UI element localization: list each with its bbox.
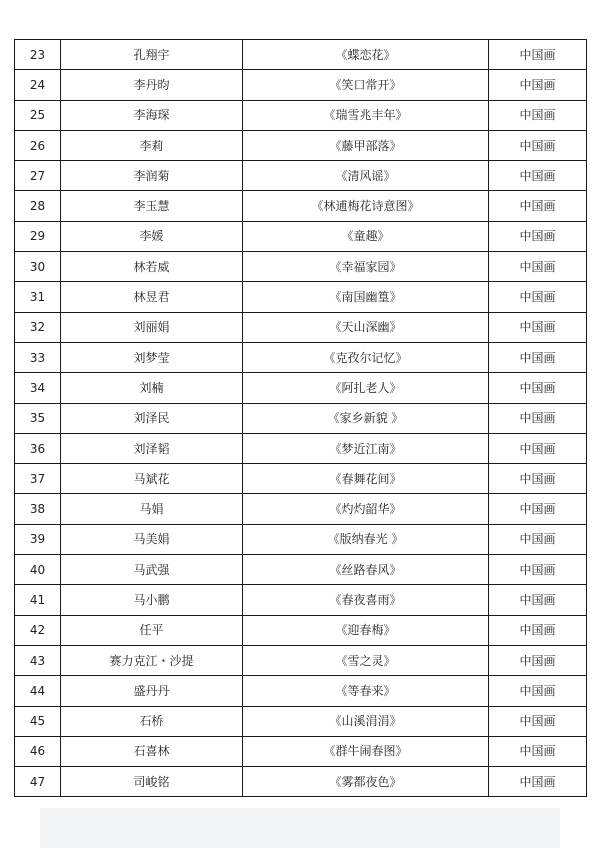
row-number-cell: 31: [15, 282, 61, 312]
artwork-title-cell: 《家乡新貌 》: [243, 403, 489, 433]
category-cell: 中国画: [489, 615, 587, 645]
table-row: [15, 191, 587, 221]
category-cell: 中国画: [489, 373, 587, 403]
artist-name-cell: 任平: [61, 615, 243, 645]
artwork-title-cell: 《克孜尔记忆》: [243, 342, 489, 372]
category-cell: 中国画: [489, 555, 587, 585]
row-number-cell: 32: [15, 312, 61, 342]
artwork-title-cell: 《等春来》: [243, 676, 489, 706]
category-cell: 中国画: [489, 524, 587, 554]
row-number-cell: 38: [15, 494, 61, 524]
artwork-title-cell: 《雾都夜色》: [243, 767, 489, 797]
row-number-cell: 29: [15, 221, 61, 251]
row-number-cell: 37: [15, 464, 61, 494]
table-row: [15, 615, 587, 645]
artist-name-cell: 李媛: [61, 221, 243, 251]
artist-name-cell: 盛丹丹: [61, 676, 243, 706]
artist-name-cell: 李润菊: [61, 161, 243, 191]
artwork-title-cell: 《丝路春风》: [243, 555, 489, 585]
artwork-title-cell: 《雪之灵》: [243, 645, 489, 675]
artist-name-cell: 马娟: [61, 494, 243, 524]
row-number-cell: 40: [15, 555, 61, 585]
row-number-cell: 26: [15, 130, 61, 160]
table-row: [15, 676, 587, 706]
category-cell: 中国画: [489, 494, 587, 524]
artwork-title-cell: 《蝶恋花》: [243, 40, 489, 70]
category-cell: 中国画: [489, 252, 587, 282]
row-number-cell: 28: [15, 191, 61, 221]
row-number-cell: 24: [15, 70, 61, 100]
artist-name-cell: 刘楠: [61, 373, 243, 403]
category-cell: 中国画: [489, 312, 587, 342]
artwork-title-cell: 《藤甲部落》: [243, 130, 489, 160]
table-row: [15, 767, 587, 797]
category-cell: 中国画: [489, 282, 587, 312]
table-row: [15, 555, 587, 585]
category-cell: 中国画: [489, 221, 587, 251]
table-row: [15, 161, 587, 191]
table-row: [15, 706, 587, 736]
roster-table: [14, 39, 587, 797]
table-row: [15, 40, 587, 70]
artwork-title-cell: 《版纳春光 》: [243, 524, 489, 554]
artist-name-cell: 马美娟: [61, 524, 243, 554]
category-cell: 中国画: [489, 645, 587, 675]
row-number-cell: 44: [15, 676, 61, 706]
category-cell: 中国画: [489, 736, 587, 766]
category-cell: 中国画: [489, 191, 587, 221]
artist-name-cell: 刘梦莹: [61, 342, 243, 372]
artwork-title-cell: 《灼灼韶华》: [243, 494, 489, 524]
artwork-title-cell: 《林逋梅花诗意图》: [243, 191, 489, 221]
category-cell: 中国画: [489, 100, 587, 130]
row-number-cell: 34: [15, 373, 61, 403]
table-row: [15, 645, 587, 675]
row-number-cell: 27: [15, 161, 61, 191]
table-row: [15, 130, 587, 160]
category-cell: 中国画: [489, 342, 587, 372]
table-row: [15, 585, 587, 615]
artist-name-cell: 司峻铭: [61, 767, 243, 797]
artwork-title-cell: 《天山深幽》: [243, 312, 489, 342]
artwork-title-cell: 《幸福家园》: [243, 252, 489, 282]
table-row: [15, 221, 587, 251]
table-row: [15, 524, 587, 554]
row-number-cell: 41: [15, 585, 61, 615]
row-number-cell: 43: [15, 645, 61, 675]
artwork-title-cell: 《群牛闹春图》: [243, 736, 489, 766]
category-cell: 中国画: [489, 706, 587, 736]
table-row: [15, 494, 587, 524]
table-row: [15, 282, 587, 312]
category-cell: 中国画: [489, 403, 587, 433]
category-cell: 中国画: [489, 130, 587, 160]
table-row: [15, 736, 587, 766]
row-number-cell: 33: [15, 342, 61, 372]
artist-name-cell: 刘泽韬: [61, 433, 243, 463]
row-number-cell: 39: [15, 524, 61, 554]
row-number-cell: 45: [15, 706, 61, 736]
category-cell: 中国画: [489, 161, 587, 191]
artist-name-cell: 李玉慧: [61, 191, 243, 221]
category-cell: 中国画: [489, 676, 587, 706]
artist-name-cell: 孔翔宇: [61, 40, 243, 70]
artist-name-cell: 石喜林: [61, 736, 243, 766]
artist-name-cell: 刘丽娟: [61, 312, 243, 342]
category-cell: 中国画: [489, 464, 587, 494]
artwork-title-cell: 《梦近江南》: [243, 433, 489, 463]
category-cell: 中国画: [489, 585, 587, 615]
row-number-cell: 42: [15, 615, 61, 645]
roster-table-body: [15, 40, 587, 797]
artist-name-cell: 赛力克江・沙提: [61, 645, 243, 675]
artwork-title-cell: 《山溪涓涓》: [243, 706, 489, 736]
row-number-cell: 46: [15, 736, 61, 766]
row-number-cell: 36: [15, 433, 61, 463]
row-number-cell: 23: [15, 40, 61, 70]
artwork-title-cell: 《瑞雪兆丰年》: [243, 100, 489, 130]
artwork-title-cell: 《迎春梅》: [243, 615, 489, 645]
artwork-title-cell: 《春夜喜雨》: [243, 585, 489, 615]
artist-name-cell: 石桥: [61, 706, 243, 736]
artwork-title-cell: 《阿扎老人》: [243, 373, 489, 403]
table-row: [15, 373, 587, 403]
artwork-title-cell: 《清风谣》: [243, 161, 489, 191]
artwork-title-cell: 《笑口常开》: [243, 70, 489, 100]
artist-name-cell: 林若威: [61, 252, 243, 282]
table-row: [15, 312, 587, 342]
artist-name-cell: 李丹昀: [61, 70, 243, 100]
artist-name-cell: 刘泽民: [61, 403, 243, 433]
artist-name-cell: 林昱君: [61, 282, 243, 312]
artist-name-cell: 马小鹏: [61, 585, 243, 615]
category-cell: 中国画: [489, 767, 587, 797]
table-row: [15, 342, 587, 372]
artist-name-cell: 李莉: [61, 130, 243, 160]
table-row: [15, 464, 587, 494]
artwork-title-cell: 《南国幽篁》: [243, 282, 489, 312]
row-number-cell: 25: [15, 100, 61, 130]
row-number-cell: 35: [15, 403, 61, 433]
row-number-cell: 30: [15, 252, 61, 282]
table-row: [15, 252, 587, 282]
artist-name-cell: 马武强: [61, 555, 243, 585]
artist-name-cell: 马斌花: [61, 464, 243, 494]
table-row: [15, 100, 587, 130]
category-cell: 中国画: [489, 40, 587, 70]
artwork-title-cell: 《春舞花间》: [243, 464, 489, 494]
table-row: [15, 70, 587, 100]
category-cell: 中国画: [489, 70, 587, 100]
category-cell: 中国画: [489, 433, 587, 463]
artwork-title-cell: 《童趣》: [243, 221, 489, 251]
artist-name-cell: 李海琛: [61, 100, 243, 130]
table-row: [15, 403, 587, 433]
row-number-cell: 47: [15, 767, 61, 797]
table-row: [15, 433, 587, 463]
bottom-shade: [40, 808, 560, 848]
